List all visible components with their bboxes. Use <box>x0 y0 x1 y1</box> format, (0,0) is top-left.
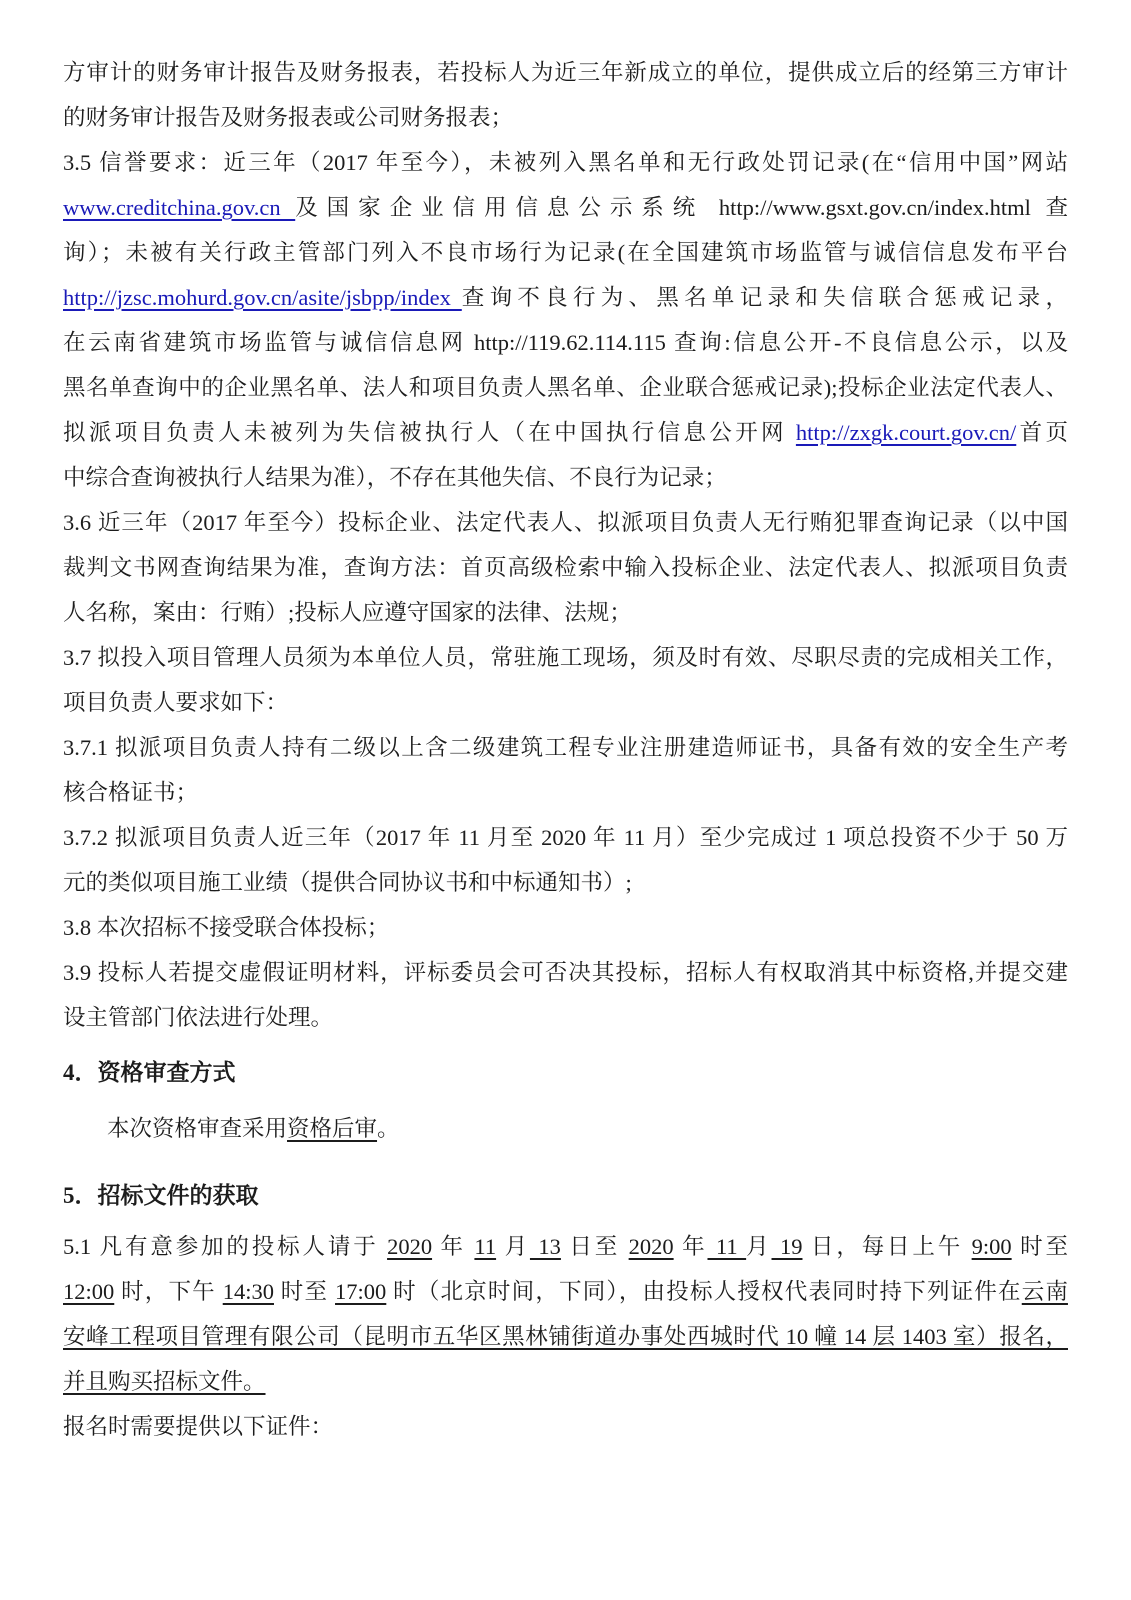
text-run: 4．资格审查方式 <box>63 1060 236 1085</box>
doc-line <box>63 320 1068 365</box>
hyperlink-zxgk-court[interactable]: http://zxgk.court.gov.cn/ <box>795 420 1017 445</box>
text-run: 时（北京时间，下同），由投标人授权代表同时持下列证件在 <box>386 1279 1022 1304</box>
doc-line <box>63 1359 1068 1404</box>
blank-start-month: 11 <box>474 1234 497 1259</box>
text-run: 时，下午 <box>114 1279 223 1304</box>
text-run: 5.1 凡有意参加的投标人请于 <box>63 1234 388 1259</box>
text-run: 黑名单查询中的企业黑名单、法人和项目负责人黑名单、企业联合惩戒记录);投标企业法定代表人、 <box>63 375 1068 400</box>
doc-line <box>63 410 1068 455</box>
underlined-qualification-post-review: 资格后审 <box>287 1116 378 1141</box>
heading-qualification-review <box>63 1050 1068 1096</box>
doc-line <box>63 635 1068 680</box>
text-run: 及国家企业信用信息公示系统 http://www.gsxt.gov.cn/index.html 查 <box>295 195 1068 220</box>
text-run: 3.8 本次招标不接受联合体投标； <box>63 915 390 940</box>
text-run: 项目负责人要求如下： <box>63 690 289 715</box>
heading-document-acquisition <box>63 1173 1068 1219</box>
text-run: 3.9 投标人若提交虚假证明材料，评标委员会可否决其投标，招标人有权取消其中标资格,并提交建 <box>63 960 1068 985</box>
doc-line <box>63 50 1068 95</box>
text-run: 5．招标文件的获取 <box>63 1183 259 1208</box>
text-run: 月 <box>746 1234 772 1259</box>
text-run: 3.7.2 拟派项目负责人近三年（2017 年 11 月至 2020 年 11 月）至少完成过 1 项总投资不少于 50 万 <box>63 825 1068 850</box>
hyperlink-jzsc-mohurd[interactable]: http://jzsc.mohurd.gov.cn/asite/jsbpp/index <box>63 285 462 310</box>
doc-line <box>63 1314 1068 1359</box>
text-run: 中综合查询被执行人结果为准），不存在其他失信、不良行为记录； <box>63 465 727 490</box>
text-run: 核合格证书； <box>63 780 199 805</box>
text-run: 本次资格审查采用 <box>107 1116 288 1141</box>
doc-line <box>63 995 1068 1040</box>
doc-line <box>63 185 1068 230</box>
text-run: 首页 <box>1016 420 1068 445</box>
doc-line <box>63 1224 1068 1269</box>
doc-line <box>63 545 1068 590</box>
blank-end-year: 2020 <box>628 1234 674 1259</box>
doc-line <box>63 815 1068 860</box>
text-run: 元的类似项目施工业绩（提供合同协议书和中标通知书）; <box>63 870 632 895</box>
text-run: 方审计的财务审计报告及财务报表，若投标人为近三年新成立的单位，提供成立后的经第三方审计 <box>63 60 1068 85</box>
text-run: 人名称，案由：行贿）;投标人应遵守国家的法律、法规； <box>63 600 632 625</box>
text-run: 年 <box>673 1234 708 1259</box>
doc-line <box>63 860 1068 905</box>
doc-line <box>63 230 1068 275</box>
text-run: 日至 <box>560 1234 629 1259</box>
text-run: 年 <box>432 1234 475 1259</box>
underlined-purchase-note: 并且购买招标文件。 <box>63 1369 266 1394</box>
doc-line <box>63 1404 1068 1449</box>
text-run: 3.5 信誉要求：近三年（2017 年至今），未被列入黑名单和无行政处罚记录(在“信用中国”网站 <box>63 150 1068 175</box>
document-body <box>63 0 1068 1449</box>
doc-line <box>63 455 1068 500</box>
hyperlink-creditchina[interactable]: www.creditchina.gov.cn <box>63 195 296 220</box>
blank-start-year: 2020 <box>387 1234 433 1259</box>
text-run: 设主管部门依法进行处理。 <box>63 1005 334 1030</box>
doc-line <box>63 725 1068 770</box>
text-run: 3.7.1 拟派项目负责人持有二级以上含二级建筑工程专业注册建造师证书，具备有效的安全生产考 <box>63 735 1068 760</box>
text-run: 3.7 拟投入项目管理人员须为本单位人员，常驻施工现场，须及时有效、尽职尽责的完成相关工作， <box>63 645 1068 670</box>
doc-line <box>63 770 1068 815</box>
text-run: 月 <box>496 1234 530 1259</box>
text-run: 时至 <box>273 1279 336 1304</box>
text-run: 报名时需要提供以下证件： <box>63 1414 334 1439</box>
doc-line <box>63 590 1068 635</box>
text-run: 时至 <box>1011 1234 1068 1259</box>
text-run: 查询不良行为、黑名单记录和失信联合惩戒记录， <box>461 285 1068 310</box>
text-run: 3.6 近三年（2017 年至今）投标企业、法定代表人、拟派项目负责人无行贿犯罪查询记录（以中国 <box>63 510 1068 535</box>
blank-start-day: 13 <box>529 1234 561 1259</box>
doc-line <box>63 950 1068 995</box>
blank-end-month: 11 <box>707 1234 747 1259</box>
para-qualification-method <box>63 1106 1068 1151</box>
blank-morning-close: 12:00 <box>63 1279 115 1304</box>
doc-line <box>63 365 1068 410</box>
text-run: 在云南省建筑市场监管与诚信信息网 http://119.62.114.115 查询:信息公开-不良信息公示，以及 <box>63 330 1068 355</box>
blank-morning-open: 9:00 <box>971 1234 1012 1259</box>
text-run: 的财务审计报告及财务报表或公司财务报表； <box>63 105 514 130</box>
blank-end-day: 19 <box>771 1234 803 1259</box>
doc-line <box>63 500 1068 545</box>
blank-afternoon-close: 17:00 <box>335 1279 387 1304</box>
underlined-agency-name: 云南 <box>1021 1279 1068 1304</box>
doc-line <box>63 275 1068 320</box>
doc-line <box>63 680 1068 725</box>
doc-line <box>63 905 1068 950</box>
text-run: 裁判文书网查询结果为准，查询方法：首页高级检索中输入投标企业、法定代表人、拟派项目负责 <box>63 555 1068 580</box>
text-run: 日，每日上午 <box>802 1234 972 1259</box>
text-run: 拟派项目负责人未被列为失信被执行人（在中国执行信息公开网 <box>63 420 796 445</box>
underlined-agency-address: 安峰工程项目管理有限公司（昆明市五华区黑林铺街道办事处西城时代 10 幢 14 层 1403 室）报名， <box>63 1324 1068 1349</box>
text-run: 询）；未被有关行政主管部门列入不良市场行为记录(在全国建筑市场监管与诚信信息发布平台 <box>63 240 1068 265</box>
doc-line <box>63 1269 1068 1314</box>
blank-afternoon-open: 14:30 <box>222 1279 274 1304</box>
doc-line <box>63 140 1068 185</box>
doc-line <box>63 95 1068 140</box>
text-run: 。 <box>377 1116 400 1141</box>
